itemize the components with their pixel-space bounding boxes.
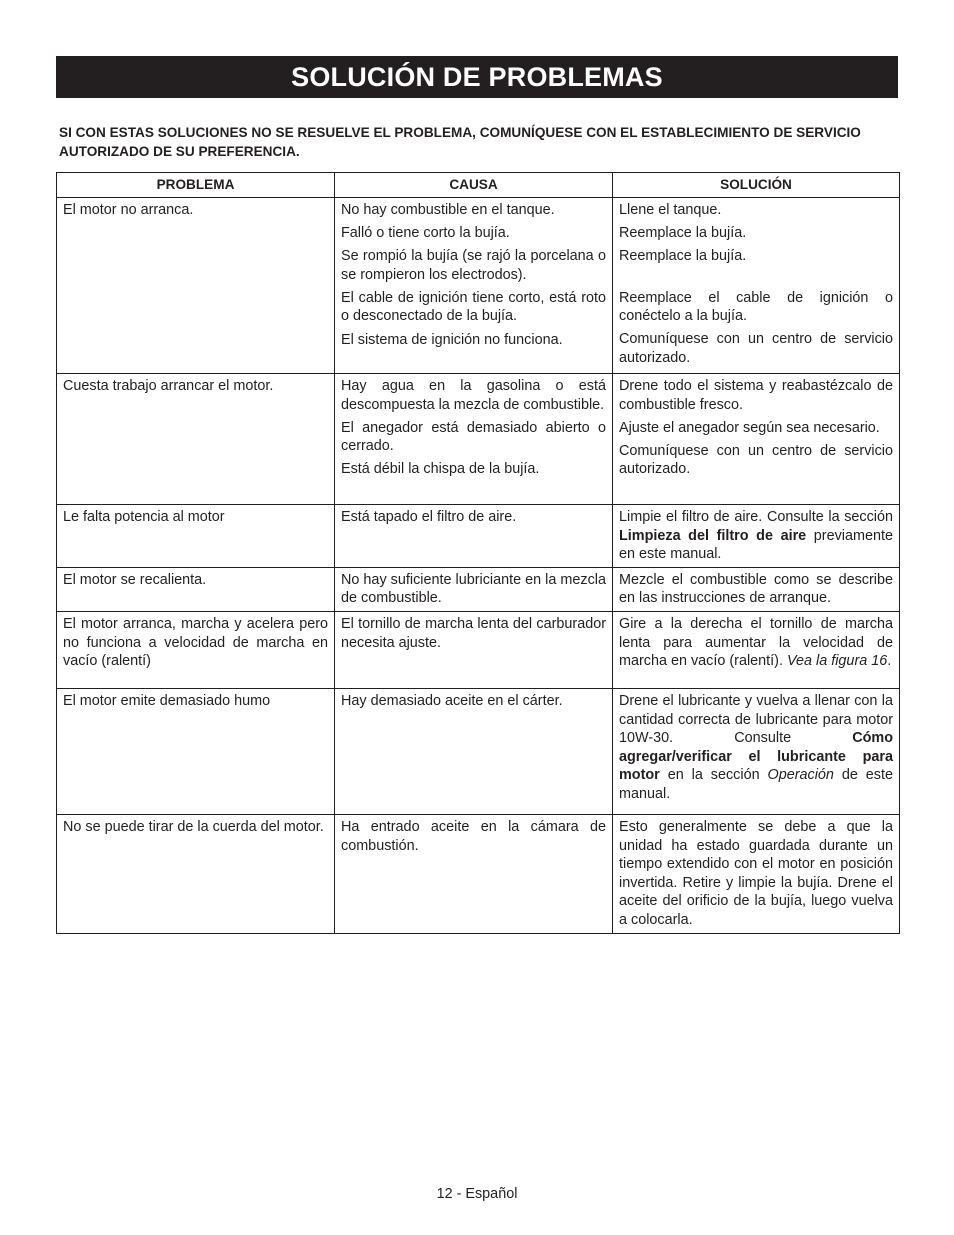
problem-text: El motor se recalienta. — [63, 571, 207, 588]
solution-cell — [613, 567, 900, 611]
cause-item: Está tapado el filtro de aire. — [341, 509, 517, 525]
cause-cell — [335, 814, 613, 933]
solution-text: Gire a la derecha el tornillo de marcha lenta para aumentar la velocidad de marcha en vacío (ralentí). — [619, 615, 893, 670]
solution-item: Drene todo el sistema y reabastézcalo de combustible fresco. — [619, 378, 893, 413]
cause-item: El tornillo de marcha lenta del carburador necesita ajuste. — [341, 615, 606, 651]
table-row — [57, 611, 900, 688]
solution-cell — [613, 688, 900, 814]
solution-cell — [613, 505, 900, 568]
cause-item: Se rompió la bujía (se rajó la porcelana o se rompieron los electrodos). — [341, 248, 606, 283]
solution-cell — [613, 198, 900, 374]
problem-text: Cuesta trabajo arrancar el motor. — [63, 378, 274, 394]
solution-item: Mezcle el combustible como se describe en las instrucciones de arranque. — [619, 571, 893, 607]
section-reference: Limpieza del filtro de aire — [619, 527, 807, 544]
cause-cell — [335, 505, 613, 568]
solution-item — [619, 692, 893, 804]
problem-cell — [57, 688, 335, 814]
solution-cell — [613, 611, 900, 688]
solution-cell — [613, 814, 900, 933]
table-row — [57, 688, 900, 814]
solution-text: de este manual. — [619, 767, 893, 802]
solution-item: Reemplace la bujía. — [619, 248, 747, 265]
header-problema: PROBLEMA — [57, 173, 335, 198]
cause-cell — [335, 567, 613, 611]
solution-item: Esto generalmente se debe a que la unidad ha estado guardada durante un tiempo extendido con el motor en posición invertida. Retire y limpie la bujía. Drene el aceite del orificio de la bujía, luego vuelva a colocarla. — [619, 818, 893, 928]
solution-text: Limpie el filtro de aire. Consulte la sección — [619, 509, 893, 525]
cause-cell — [335, 688, 613, 814]
header-causa: CAUSA — [335, 173, 613, 198]
problem-text: El motor arranca, marcha y acelera pero no funciona a velocidad de marcha en vacío (ralentí) — [63, 615, 328, 670]
solution-item: Llene el tanque. — [619, 202, 722, 218]
cause-item: No hay suficiente lubriciante en la mezcla de combustible. — [341, 571, 606, 607]
solution-text: . — [887, 653, 892, 670]
header-solucion: SOLUCIÓN — [613, 173, 900, 198]
table-row — [57, 505, 900, 568]
page-title: SOLUCIÓN DE PROBLEMAS — [291, 61, 663, 92]
page-footer: 12 - Español — [436, 1186, 518, 1202]
cause-item: Falló o tiene corto la bujía. — [341, 225, 510, 242]
solution-item — [619, 508, 893, 564]
solution-item: Ajuste el anegador según sea necesario. — [619, 419, 880, 436]
solution-text: previamente en este manual. — [619, 527, 893, 563]
solution-item — [619, 615, 893, 671]
intro-notice: SI CON ESTAS SOLUCIONES NO SE RESUELVE EL PROBLEMA, COMUNÍQUESE CON EL ESTABLECIMIENTO DE SERVICIO AUTORIZADO DE SU PREFERENCIA. — [59, 125, 861, 159]
problem-cell — [57, 198, 335, 374]
problem-text: El motor no arranca. — [63, 202, 194, 218]
table-header-row — [57, 173, 900, 198]
problem-cell — [57, 567, 335, 611]
section-name: Operación — [767, 767, 834, 784]
cause-cell — [335, 374, 613, 505]
problem-cell — [57, 814, 335, 933]
cause-item: Hay agua en la gasolina o está descompuesta la mezcla de combustible. — [341, 378, 606, 413]
cause-item: Está débil la chispa de la bujía. — [341, 461, 540, 478]
problem-text: Le falta potencia al motor — [63, 509, 225, 525]
problem-text: El motor emite demasiado humo — [63, 692, 271, 709]
section-reference: Cómo agregar/verificar el lubricante para motor — [619, 730, 893, 784]
cause-cell — [335, 198, 613, 374]
cause-item: El cable de ignición tiene corto, está roto o desconectado de la bujía. — [341, 289, 606, 325]
cause-item: El sistema de ignición no funciona. — [341, 331, 563, 348]
cause-cell — [335, 611, 613, 688]
problem-cell — [57, 505, 335, 568]
table-row — [57, 814, 900, 933]
problem-cell — [57, 374, 335, 505]
solution-item: Comuníquese con un centro de servicio autorizado. — [619, 331, 893, 367]
solution-text: Drene el lubricante y vuelva a llenar con la cantidad correcta de lubricante para motor 10W-30. Consulte — [619, 692, 893, 747]
solution-text: en la sección — [659, 767, 768, 784]
problem-text: No se puede tirar de la cuerda del motor. — [63, 818, 324, 835]
figure-reference: Vea la figura 16 — [786, 653, 888, 670]
cause-item: No hay combustible en el tanque. — [341, 202, 555, 218]
title-bar — [56, 56, 898, 98]
problem-cell — [57, 611, 335, 688]
solution-item: Reemplace el cable de ignición o conéctelo a la bujía. — [619, 289, 893, 325]
table-row — [57, 567, 900, 611]
solution-cell — [613, 374, 900, 505]
cause-item: Hay demasiado aceite en el cárter. — [341, 692, 563, 709]
cause-item: Ha entrado aceite en la cámara de combustión. — [341, 818, 606, 854]
cause-item: El anegador está demasiado abierto o cerrado. — [341, 419, 606, 455]
solution-item: Reemplace la bujía. — [619, 225, 747, 242]
table-row — [57, 374, 900, 505]
solution-item: Comuníquese con un centro de servicio autorizado. — [619, 442, 893, 478]
table-row — [57, 198, 900, 374]
troubleshooting-table — [56, 172, 900, 934]
